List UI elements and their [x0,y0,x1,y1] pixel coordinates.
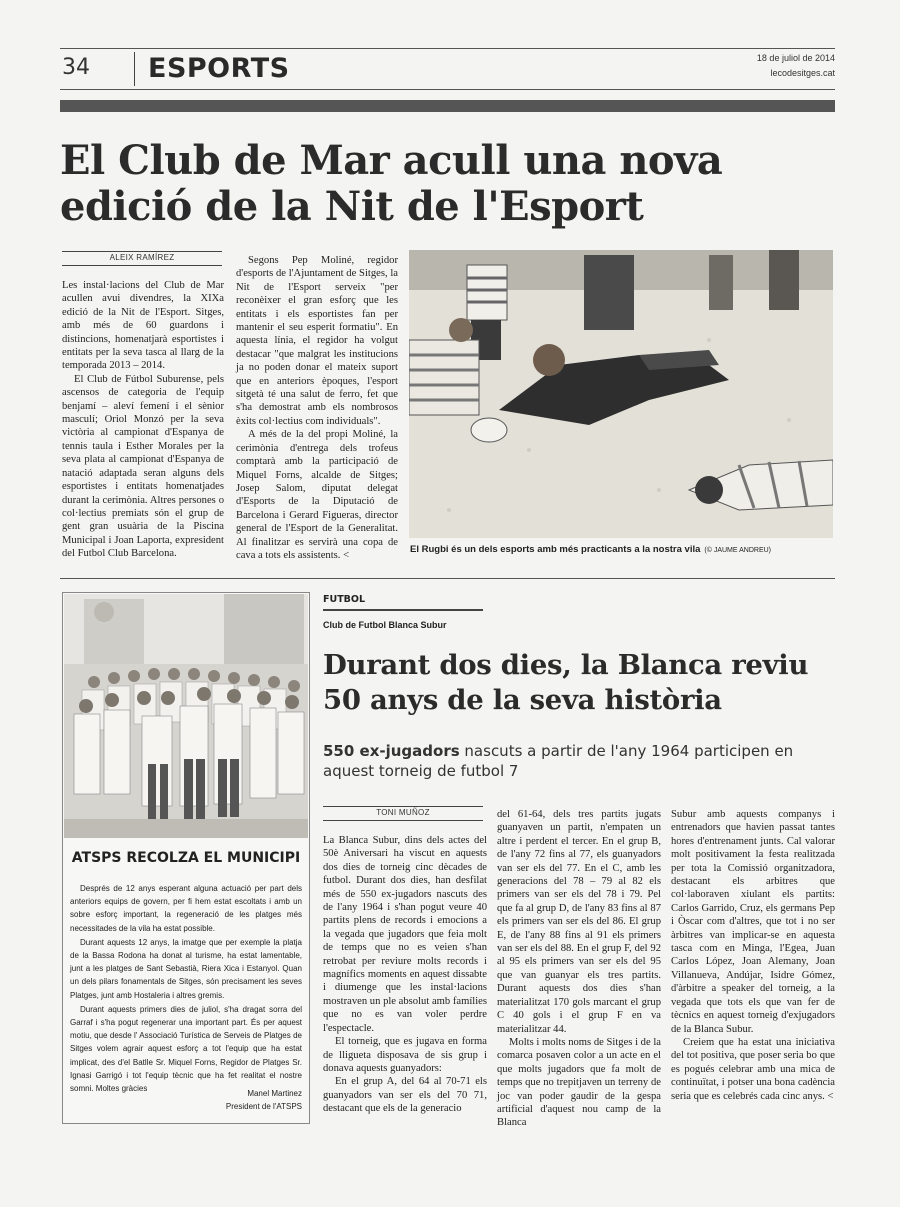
rugby-photo-caption [410,544,834,555]
section-kicker: FUTBOL [323,594,366,605]
byline-rule [62,251,222,252]
standfirst [323,741,838,781]
paragraph: del 61-64, dels tres partits jugats guanyaven un partit, n'empaten un altre i perdent el tercer. En el grup B, de l'any 72 fins al 77, els guanyadors van ser els del 77. En el C, amb les generacions del 78 – 79 al 82 els primers van ser els del 78 i 79. Pel que fa al grup D, de l'any 83 fins al 87 els primers van ser els del 86. El grup E, de l'any 88 fins al 91 els primers van ser els del 88. En el grup F, del 92 al 95 els primers van ser els del 95 que van guanyar els tres partits. Durant aquests dos dies s'han materialitzat 170 gols marcant el grup C 40 gols i el grup F en va materialitzar 44. [497,809,661,1035]
rugby-photo [409,250,833,538]
page-number: 34 [62,55,90,80]
main-byline: ALEIX RAMÍREZ [109,253,175,262]
paragraph: Després de 12 anys esperant alguna actuació per part dels anteriors equips de govern, per fi hem estat escoltats i amb un sobre esforç important, la regeneració de les platges més necessitades de la vila ha estat possible. [70,884,302,933]
paragraph: Durant aquests primers dies de juliol, s'ha dragat sorra del Garraf i s'ha pogut regenerar una important part. És per aquest motiu, que desde l' Associació Turística de Serveis de Platges de Sitges volem agrair aquest esforç a tot l'equip que ha estat implicat, des d'el Batlle Sr. Miquel Forns, Regidor de Platges Sr. Ignasi Garrigó i tot l'equip tècnic que ha fet realitat el nostre somni. Moltes gràcies [70,1004,302,1094]
byline-rule [323,820,483,821]
issue-date: 18 de juliol de 2014 [756,53,835,63]
second-headline: Durant dos dies, la Blanca reviu 50 anys de la seva història [323,649,809,716]
byline-rule [62,265,222,266]
site-name: lecodesitges.cat [770,68,835,78]
page-header [60,48,835,90]
paragraph: A més de la del propi Moliné, la cerimònia d'entrega dels trofeus comptarà amb la participació de Miquel Forns, alcalde de Sitges; Josep Salom, diputat delegat d'Esports de la Diputació de Barcelona i Gerard Figueras, director general de l'Esport de la Generalitat. Al finalitzar es servirà una copa de cava a tots els assistents. < [236,429,398,561]
second-article-col3 [671,808,835,1103]
paragraph: El torneig, que es jugava en forma de lligueta disposava de sis grup i donava aquests guanyadors: [323,1036,487,1074]
group-photo [64,594,308,838]
header-bar [60,100,835,112]
main-article-col1 [62,279,224,561]
paragraph: Creiem que ha estat una iniciativa del tot positiva, que poser seria bo que es pogués celebrar amb una mica de continuïtat, i potser una bona cadència seria que es celebrés cada cinc anys. < [671,1036,835,1102]
paragraph: En el grup A, del 64 al 70-71 els guanyadors van ser els del 70 71, destacant que els de la generacio [323,1076,487,1115]
section-divider [60,578,835,579]
paragraph: Durant aquests 12 anys, la imatge que per exemple la platja de la Bassa Rodona ha donat al turisme, ha estat lamentable, junt a les platges de Sant Sebastià, Riera Xica i Estanyol. Quan un dels pilars fonamentals de Sitges, són precisament les seves Platges, junt amb Hostaleria i altres gremis. [70,937,302,1000]
header-separator [134,52,135,86]
article-subkicker: Club de Futbol Blanca Subur [323,620,447,630]
paragraph: El Club de Fútbol Suburense, pels ascensos de categoria de l'equip benjamí – aleví femení i el sènior masculí; Oriol Monzó per la seva victòria al campionat d'Espanya de tennis taula i Esther Morales per la seva plata al campionat d'Espanya de natació adaptada seran alguns dels esportistes i entitats homenatjades durant la cerimònia. Altres persones o col·lectius premiats són el grup de gent gran usuària de la Piscina Municipal i Joan Laporta, expresident del Futbol Club Barcelona. [62,373,224,560]
paragraph: Segons Pep Moliné, regidor d'esports de l'Ajuntament de Sitges, la Nit de l'Esport serveix "per reconèixer el gran esforç que les entitats i els esportistes fan per mantenir el seu esperit formatiu". En aquesta línia, el regidor ha volgut destacar "que malgrat les institucions ja no poden donar el mateix suport que en anteriors èpoques, l'esport sitgetà té una salut de ferro, fet que s'ha demostrat amb els nombrosos èxits col·lectius com individuals". [236,255,398,427]
main-article-col2 [236,254,398,562]
paragraph: Subur amb aquests companys i entrenadors que havien passat tantes hores d'entrenament junts. Cal valorar molt positivament la festa realitzada per tota la Comissió organitzadora, destacant els arbitres que col·laboraven xiulant els partits: Carlos Garrido, Cruz, els germans Pep i Òscar com d'altres, que tot i no ser àrbitres van implicar-se en aquesta tasca com en Minga, l'Egea, Juan Carlos López, Joan Alemany, Joan Villanueva, Andújar, Isidre Gómez, d'àrbitre a speaker del torneig, a la vegada que tots els que van fer de tècnics en aquest torneig d'exjugadors de la Blanca Subur. [671,809,835,1035]
standfirst-text: nascuts a partir de l'any 1964 participen en aquest torneig de futbol 7 [323,742,794,780]
paragraph: Les instal·lacions del Club de Mar acullen avui divendres, la XIXa edició de la Nit de l'Esport. Sitges, amb més de 60 guardons i distincions, homenatjarà esportistes i entitats per la seva tasca al llarg de la temporada 2013 – 2014. [62,280,224,372]
rugby-photo-image [409,250,833,538]
sidebar-title: ATSPS RECOLZA EL MUNICIPI [71,850,301,866]
kicker-rule [323,609,483,611]
section-title: ESPORTS [148,53,290,84]
standfirst-highlight: 550 ex-jugadors [323,742,460,760]
paragraph: La Blanca Subur, dins dels actes del 50è Aniversari ha viscut en aquests dos dies de torneig cinc dècades de futbol. Durant dos dies, han desfilat més de 550 ex-jugadors nascuts des de l'any 1964 i s'han pogut veure 40 partits plens de records i emocions a la vegada que jugadors que feia molt de temps que no es veien s'han retrobat per reviure molts records i magnífics moments en aquest dissabte i diumenge que les instal·lacions mostraven un ple absolut amb famílies que no es van voler perdre l'espectacle. [323,835,487,1034]
main-headline: El Club de Mar acull una nova edició de la Nit de l'Esport [60,137,723,230]
caption-text: El Rugbi és un dels esports amb més practicants a la nostra vila [410,544,701,555]
photo-credit: (© JAUME ANDREU) [704,547,771,554]
second-byline: TONI MUÑOZ [376,808,430,817]
group-photo-image [64,594,308,838]
sidebar-text [70,882,302,1096]
sidebar-signature-role: President de l'ATSPS [225,1102,302,1111]
second-article-col2 [497,808,661,1130]
byline-rule [323,806,483,807]
paragraph: Molts i molts noms de Sitges i de la comarca posaven color a un acte en el que molts jugadors que fa molt de temps que no trepitjaven un terreny de joc van poder gaudir de la gespa artificial d'aquest nou camp de la Blanca [497,1036,661,1129]
second-article-col1 [323,834,487,1116]
sidebar-signature-name: Manel Martinez [247,1089,302,1098]
